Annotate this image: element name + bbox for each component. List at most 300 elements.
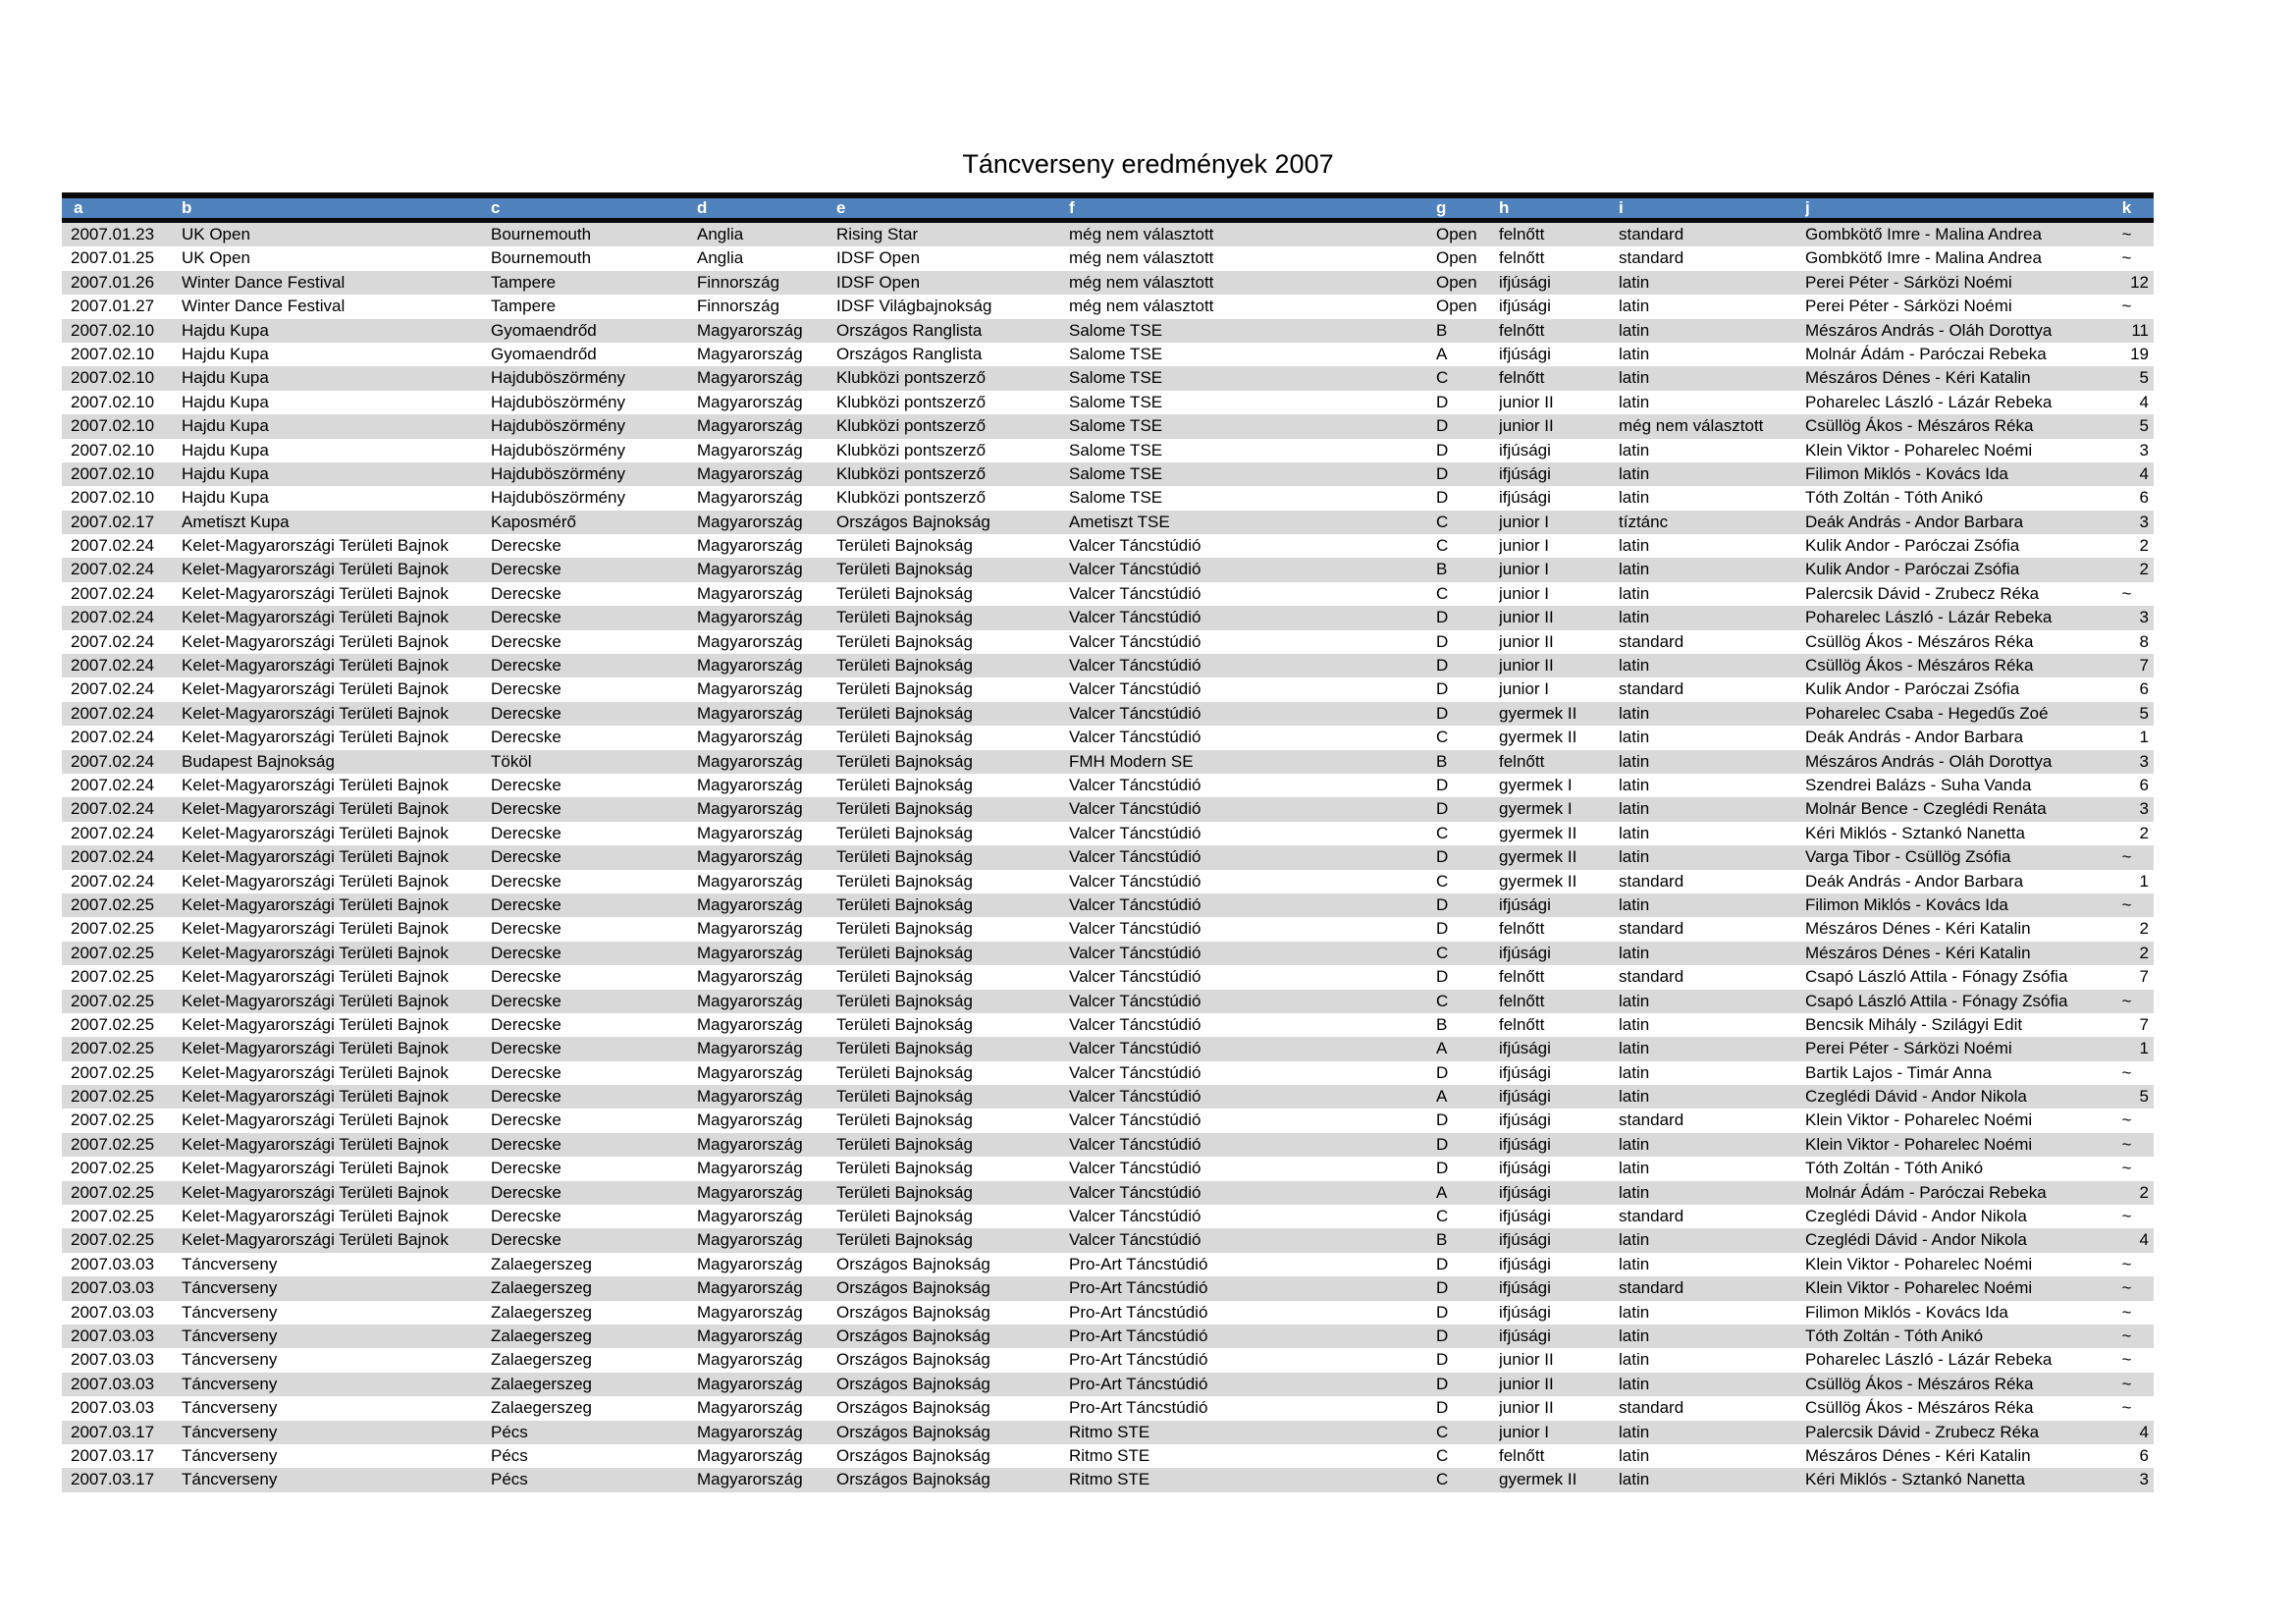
cell-e: Területi Bajnokság (836, 1110, 973, 1130)
cell-i: latin (1619, 272, 1650, 292)
cell-a: 2007.02.10 (71, 344, 155, 363)
cell-f: Pro-Art Táncstúdió (1069, 1254, 1208, 1273)
table-row (62, 1421, 2154, 1444)
cell-e: Klubközi pontszerző (836, 488, 987, 508)
table-row (62, 462, 2154, 486)
cell-f: Valcer Táncstúdió (1069, 1134, 1201, 1154)
cell-e: Országos Bajnokság (836, 1398, 990, 1418)
cell-c: Pécs (491, 1422, 528, 1441)
cell-b: Ametiszt Kupa (182, 512, 290, 531)
cell-c: Derecske (491, 1134, 561, 1154)
cell-h: ifjúsági (1499, 488, 1551, 508)
cell-j: Mészáros Dénes - Kéri Katalin (1805, 919, 2031, 939)
cell-j: Perei Péter - Sárközi Noémi (1805, 1039, 2012, 1058)
cell-c: Pécs (491, 1445, 528, 1465)
cell-h: junior II (1499, 416, 1554, 436)
cell-h: junior II (1499, 656, 1554, 676)
table-row (62, 1301, 2154, 1325)
cell-d: Magyarország (697, 1062, 803, 1082)
cell-g: D (1436, 1350, 1449, 1370)
cell-j: Perei Péter - Sárközi Noémi (1805, 272, 2012, 292)
cell-b: Kelet-Magyarországi Területi Bajnok (182, 560, 449, 579)
table-row (62, 990, 2154, 1013)
cell-j: Kulik Andor - Paróczai Zsófia (1805, 679, 2020, 699)
cell-f: Ritmo STE (1069, 1445, 1150, 1465)
cell-g: D (1436, 919, 1449, 939)
cell-c: Derecske (491, 583, 561, 603)
cell-e: Területi Bajnokság (836, 967, 973, 987)
table-row (62, 391, 2154, 414)
table-row (62, 366, 2154, 390)
cell-j: Mészáros Dénes - Kéri Katalin (1805, 368, 2031, 388)
cell-k: 3 (2139, 1470, 2149, 1489)
cell-b: Kelet-Magyarországi Területi Bajnok (182, 703, 449, 723)
cell-a: 2007.02.24 (71, 679, 155, 699)
cell-j: Tóth Zoltán - Tóth Anikó (1805, 1325, 1984, 1345)
cell-a: 2007.02.10 (71, 440, 155, 460)
cell-a: 2007.02.25 (71, 991, 155, 1010)
cell-f: Valcer Táncstúdió (1069, 1039, 1201, 1058)
cell-j: Kéri Miklós - Sztankó Nanetta (1805, 1470, 2025, 1489)
table-row (62, 822, 2154, 845)
cell-g: Open (1436, 297, 1477, 316)
cell-j: Perei Péter - Sárközi Noémi (1805, 297, 2012, 316)
cell-d: Magyarország (697, 1207, 803, 1226)
cell-b: Hajdu Kupa (182, 488, 269, 508)
cell-g: Open (1436, 248, 1477, 268)
cell-f: Valcer Táncstúdió (1069, 847, 1201, 867)
cell-e: Területi Bajnokság (836, 1039, 973, 1058)
cell-d: Magyarország (697, 1302, 803, 1322)
cell-k: ~ (2121, 1374, 2132, 1393)
cell-g: C (1436, 368, 1449, 388)
cell-g: B (1436, 751, 1448, 771)
cell-e: Területi Bajnokság (836, 679, 973, 699)
cell-h: ifjúsági (1499, 1110, 1551, 1130)
cell-k: 6 (2139, 679, 2149, 699)
cell-e: Területi Bajnokság (836, 1134, 973, 1154)
cell-d: Magyarország (697, 1374, 803, 1393)
cell-k: ~ (2121, 1254, 2132, 1273)
table-row (62, 1468, 2154, 1491)
cell-a: 2007.02.10 (71, 463, 155, 483)
cell-b: Táncverseny (182, 1398, 278, 1418)
cell-b: Hajdu Kupa (182, 344, 269, 363)
cell-a: 2007.02.25 (71, 919, 155, 939)
cell-a: 2007.02.10 (71, 416, 155, 436)
cell-i: latin (1619, 1445, 1650, 1465)
cell-f: Pro-Art Táncstúdió (1069, 1325, 1208, 1345)
cell-a: 2007.02.24 (71, 536, 155, 556)
cell-d: Magyarország (697, 991, 803, 1010)
cell-j: Csapó László Attila - Fónagy Zsófia (1805, 967, 2068, 987)
cell-g: D (1436, 392, 1449, 411)
cell-a: 2007.02.25 (71, 1110, 155, 1130)
cell-g: C (1436, 943, 1449, 962)
cell-c: Derecske (491, 775, 561, 794)
cell-f: Salome TSE (1069, 344, 1163, 363)
cell-b: Kelet-Magyarországi Területi Bajnok (182, 1230, 449, 1250)
cell-d: Magyarország (697, 1230, 803, 1250)
cell-c: Hajduböszörmény (491, 416, 626, 436)
cell-g: C (1436, 1422, 1449, 1441)
cell-i: latin (1619, 1182, 1650, 1202)
cell-b: Kelet-Magyarországi Területi Bajnok (182, 536, 449, 556)
cell-d: Magyarország (697, 560, 803, 579)
cell-h: junior I (1499, 512, 1550, 531)
cell-j: Csüllög Ákos - Mészáros Réka (1805, 416, 2034, 436)
cell-k: 4 (2139, 1422, 2149, 1441)
cell-j: Bencsik Mihály - Szilágyi Edit (1805, 1014, 2023, 1034)
cell-g: D (1436, 1110, 1449, 1130)
cell-b: Kelet-Magyarországi Területi Bajnok (182, 847, 449, 867)
table-row (62, 319, 2154, 343)
cell-h: felnőtt (1499, 1445, 1545, 1465)
cell-f: Valcer Táncstúdió (1069, 943, 1201, 962)
cell-b: Kelet-Magyarországi Területi Bajnok (182, 871, 449, 891)
cell-f: Valcer Táncstúdió (1069, 967, 1201, 987)
cell-f: még nem választott (1069, 297, 1214, 316)
cell-g: C (1436, 1445, 1449, 1465)
table-row (62, 486, 2154, 510)
cell-c: Derecske (491, 608, 561, 627)
cell-a: 2007.03.03 (71, 1350, 155, 1370)
cell-j: Klein Viktor - Poharelec Noémi (1805, 440, 2033, 460)
cell-k: 3 (2139, 512, 2149, 531)
cell-j: Filimon Miklós - Kovács Ida (1805, 894, 2008, 914)
cell-i: tíztánc (1619, 512, 1669, 531)
cell-g: D (1436, 1254, 1449, 1273)
cell-d: Magyarország (697, 368, 803, 388)
cell-a: 2007.01.25 (71, 248, 155, 268)
cell-h: felnőtt (1499, 919, 1545, 939)
cell-k: 2 (2139, 943, 2149, 962)
cell-k: 12 (2130, 272, 2149, 292)
cell-a: 2007.02.24 (71, 703, 155, 723)
cell-j: Bartik Lajos - Timár Anna (1805, 1062, 1992, 1082)
cell-a: 2007.01.23 (71, 225, 155, 243)
cell-c: Derecske (491, 1110, 561, 1130)
cell-e: Területi Bajnokság (836, 656, 973, 676)
cell-i: standard (1619, 871, 1684, 891)
cell-e: Országos Ranglista (836, 344, 983, 363)
cell-e: Területi Bajnokság (836, 1182, 973, 1202)
cell-e: Területi Bajnokság (836, 536, 973, 556)
cell-d: Magyarország (697, 1445, 803, 1465)
cell-e: IDSF Világbajnokság (836, 297, 992, 316)
table-row (62, 1061, 2154, 1085)
cell-b: Hajdu Kupa (182, 368, 269, 388)
cell-c: Derecske (491, 1207, 561, 1226)
cell-c: Derecske (491, 943, 561, 962)
cell-g: D (1436, 1398, 1449, 1418)
cell-a: 2007.02.10 (71, 368, 155, 388)
cell-i: latin (1619, 751, 1650, 771)
table-row (62, 246, 2154, 270)
cell-g: A (1436, 1087, 1448, 1107)
cell-h: ifjúsági (1499, 1207, 1551, 1226)
table-header-row (62, 192, 2154, 223)
cell-i: latin (1619, 1374, 1650, 1393)
cell-d: Magyarország (697, 1278, 803, 1298)
cell-a: 2007.03.17 (71, 1470, 155, 1489)
cell-i: latin (1619, 1230, 1650, 1250)
cell-i: standard (1619, 1110, 1684, 1130)
cell-a: 2007.02.10 (71, 320, 155, 340)
cell-d: Magyarország (697, 1039, 803, 1058)
cell-d: Magyarország (697, 1087, 803, 1107)
cell-k: 2 (2139, 823, 2149, 842)
cell-e: Területi Bajnokság (836, 703, 973, 723)
table-row (62, 295, 2154, 318)
cell-e: Országos Bajnokság (836, 1350, 990, 1370)
cell-b: Kelet-Magyarországi Területi Bajnok (182, 1182, 449, 1202)
cell-a: 2007.02.17 (71, 512, 155, 531)
cell-b: Kelet-Magyarországi Területi Bajnok (182, 1087, 449, 1107)
cell-e: Országos Bajnokság (836, 1278, 990, 1298)
cell-h: junior II (1499, 392, 1554, 411)
cell-h: junior I (1499, 536, 1550, 556)
cell-b: Hajdu Kupa (182, 463, 269, 483)
cell-k: 1 (2139, 1039, 2149, 1058)
cell-f: Valcer Táncstúdió (1069, 1182, 1201, 1202)
cell-a: 2007.01.26 (71, 272, 155, 292)
cell-g: C (1436, 536, 1449, 556)
cell-h: junior II (1499, 1398, 1554, 1418)
cell-i: latin (1619, 823, 1650, 842)
cell-k: 5 (2139, 703, 2149, 723)
cell-d: Magyarország (697, 512, 803, 531)
cell-b: Kelet-Magyarországi Területi Bajnok (182, 1014, 449, 1034)
cell-c: Zalaegerszeg (491, 1350, 593, 1370)
cell-g: A (1436, 344, 1448, 363)
cell-d: Magyarország (697, 536, 803, 556)
cell-a: 2007.02.24 (71, 871, 155, 891)
cell-c: Derecske (491, 631, 561, 651)
cell-g: C (1436, 823, 1449, 842)
cell-j: Deák András - Andor Barbara (1805, 512, 2024, 531)
column-header-f: f (1069, 198, 1075, 217)
cell-e: Országos Bajnokság (836, 1302, 990, 1322)
cell-h: ifjúsági (1499, 1302, 1551, 1322)
cell-f: Valcer Táncstúdió (1069, 679, 1201, 699)
cell-k: 7 (2139, 967, 2149, 987)
cell-f: Salome TSE (1069, 392, 1163, 411)
cell-j: Gombkötő Imre - Malina Andrea (1805, 225, 2042, 243)
cell-g: D (1436, 703, 1449, 723)
cell-f: Valcer Táncstúdió (1069, 1207, 1201, 1226)
cell-d: Magyarország (697, 1350, 803, 1370)
cell-k: ~ (2121, 1110, 2132, 1130)
cell-g: B (1436, 1230, 1448, 1250)
cell-c: Derecske (491, 703, 561, 723)
cell-i: latin (1619, 943, 1650, 962)
cell-h: felnőtt (1499, 368, 1545, 388)
cell-i: latin (1619, 297, 1650, 316)
cell-k: 1 (2139, 728, 2149, 747)
cell-h: gyermek II (1499, 1470, 1577, 1489)
cell-h: gyermek II (1499, 871, 1577, 891)
cell-i: latin (1619, 1470, 1650, 1489)
table-row (62, 750, 2154, 774)
cell-h: junior I (1499, 1422, 1550, 1441)
cell-c: Zalaegerszeg (491, 1254, 593, 1273)
cell-b: Kelet-Magyarországi Területi Bajnok (182, 943, 449, 962)
cell-a: 2007.01.27 (71, 297, 155, 316)
cell-a: 2007.03.17 (71, 1445, 155, 1465)
cell-e: Területi Bajnokság (836, 728, 973, 747)
table-row (62, 942, 2154, 965)
cell-e: Klubközi pontszerző (836, 392, 987, 411)
cell-g: D (1436, 1302, 1449, 1322)
cell-b: Táncverseny (182, 1278, 278, 1298)
cell-c: Derecske (491, 1159, 561, 1178)
cell-i: latin (1619, 1422, 1650, 1441)
cell-b: Kelet-Magyarországi Területi Bajnok (182, 894, 449, 914)
cell-d: Magyarország (697, 919, 803, 939)
cell-b: Kelet-Magyarországi Területi Bajnok (182, 583, 449, 603)
cell-f: Ritmo STE (1069, 1470, 1150, 1489)
cell-k: 5 (2139, 1087, 2149, 1107)
cell-e: Országos Ranglista (836, 320, 983, 340)
cell-i: latin (1619, 1254, 1650, 1273)
column-header-h: h (1499, 198, 1510, 217)
cell-i: latin (1619, 1350, 1650, 1370)
cell-h: gyermek II (1499, 823, 1577, 842)
cell-i: standard (1619, 967, 1684, 987)
cell-d: Magyarország (697, 1470, 803, 1489)
cell-d: Magyarország (697, 799, 803, 819)
cell-j: Csüllög Ákos - Mészáros Réka (1805, 656, 2034, 676)
cell-f: Salome TSE (1069, 440, 1163, 460)
cell-a: 2007.02.24 (71, 775, 155, 794)
cell-b: Kelet-Magyarországi Területi Bajnok (182, 1039, 449, 1058)
cell-h: ifjúsági (1499, 1254, 1551, 1273)
cell-b: UK Open (182, 225, 250, 243)
cell-c: Hajduböszörmény (491, 368, 626, 388)
cell-b: Hajdu Kupa (182, 440, 269, 460)
cell-k: 7 (2139, 656, 2149, 676)
cell-i: standard (1619, 919, 1684, 939)
cell-j: Klein Viktor - Poharelec Noémi (1805, 1110, 2033, 1130)
cell-b: Kelet-Magyarországi Területi Bajnok (182, 608, 449, 627)
table-row (62, 677, 2154, 701)
cell-j: Deák András - Andor Barbara (1805, 728, 2024, 747)
column-header-c: c (491, 198, 501, 217)
cell-c: Zalaegerszeg (491, 1374, 593, 1393)
cell-g: D (1436, 488, 1449, 508)
cell-k: ~ (2121, 1350, 2132, 1370)
cell-c: Hajduböszörmény (491, 392, 626, 411)
cell-e: Területi Bajnokság (836, 894, 973, 914)
cell-e: Területi Bajnokság (836, 943, 973, 962)
cell-a: 2007.02.25 (71, 1062, 155, 1082)
cell-j: Mészáros András - Oláh Dorottya (1805, 320, 2053, 340)
cell-f: Valcer Táncstúdió (1069, 775, 1201, 794)
column-header-d: d (697, 198, 708, 217)
cell-a: 2007.02.25 (71, 1182, 155, 1202)
cell-h: ifjúsági (1499, 344, 1551, 363)
cell-k: ~ (2121, 1325, 2132, 1345)
cell-k: 8 (2139, 631, 2149, 651)
cell-c: Zalaegerszeg (491, 1325, 593, 1345)
cell-k: ~ (2121, 1302, 2132, 1322)
cell-i: latin (1619, 728, 1650, 747)
cell-d: Finnország (697, 297, 780, 316)
cell-k: ~ (2121, 583, 2132, 603)
cell-a: 2007.03.03 (71, 1398, 155, 1418)
cell-f: Valcer Táncstúdió (1069, 919, 1201, 939)
cell-j: Poharelec László - Lázár Rebeka (1805, 392, 2053, 411)
cell-b: Kelet-Magyarországi Területi Bajnok (182, 656, 449, 676)
cell-k: ~ (2121, 1062, 2132, 1082)
cell-f: Valcer Táncstúdió (1069, 536, 1201, 556)
cell-b: Kelet-Magyarországi Területi Bajnok (182, 1207, 449, 1226)
cell-h: ifjúsági (1499, 297, 1551, 316)
table-row (62, 1325, 2154, 1348)
cell-k: 3 (2139, 751, 2149, 771)
cell-e: Klubközi pontszerző (836, 368, 987, 388)
cell-e: Országos Bajnokság (836, 1445, 990, 1465)
cell-e: Területi Bajnokság (836, 823, 973, 842)
cell-i: standard (1619, 1398, 1684, 1418)
cell-d: Magyarország (697, 728, 803, 747)
cell-h: felnőtt (1499, 248, 1545, 268)
cell-b: Kelet-Magyarországi Területi Bajnok (182, 919, 449, 939)
cell-j: Tóth Zoltán - Tóth Anikó (1805, 488, 1984, 508)
cell-f: Pro-Art Táncstúdió (1069, 1302, 1208, 1322)
cell-c: Derecske (491, 799, 561, 819)
cell-k: 3 (2139, 440, 2149, 460)
cell-d: Magyarország (697, 392, 803, 411)
table-row (62, 1109, 2154, 1132)
cell-g: A (1436, 1182, 1448, 1202)
cell-e: Klubközi pontszerző (836, 416, 987, 436)
cell-h: felnőtt (1499, 967, 1545, 987)
cell-e: Területi Bajnokság (836, 799, 973, 819)
cell-k: ~ (2121, 1207, 2132, 1226)
cell-b: Táncverseny (182, 1445, 278, 1465)
cell-d: Magyarország (697, 967, 803, 987)
cell-c: Hajduböszörmény (491, 488, 626, 508)
cell-d: Anglia (697, 225, 744, 243)
cell-f: Pro-Art Táncstúdió (1069, 1398, 1208, 1418)
cell-a: 2007.02.25 (71, 967, 155, 987)
cell-i: latin (1619, 1159, 1650, 1178)
cell-b: Táncverseny (182, 1422, 278, 1441)
cell-f: Valcer Táncstúdió (1069, 728, 1201, 747)
cell-c: Derecske (491, 894, 561, 914)
cell-j: Poharelec László - Lázár Rebeka (1805, 608, 2053, 627)
cell-i: latin (1619, 656, 1650, 676)
table-row (62, 702, 2154, 726)
cell-g: D (1436, 1062, 1449, 1082)
cell-i: latin (1619, 608, 1650, 627)
cell-k: 11 (2131, 320, 2149, 340)
cell-g: C (1436, 1470, 1449, 1489)
cell-k: 19 (2130, 344, 2149, 363)
cell-f: Salome TSE (1069, 320, 1163, 340)
table-row (62, 797, 2154, 821)
cell-b: Táncverseny (182, 1470, 278, 1489)
column-header-a: a (74, 198, 83, 217)
table-row (62, 1253, 2154, 1276)
cell-j: Molnár Bence - Czeglédi Renáta (1805, 799, 2047, 819)
cell-f: Valcer Táncstúdió (1069, 871, 1201, 891)
cell-j: Klein Viktor - Poharelec Noémi (1805, 1134, 2033, 1154)
cell-g: C (1436, 728, 1449, 747)
cell-f: Salome TSE (1069, 463, 1163, 483)
